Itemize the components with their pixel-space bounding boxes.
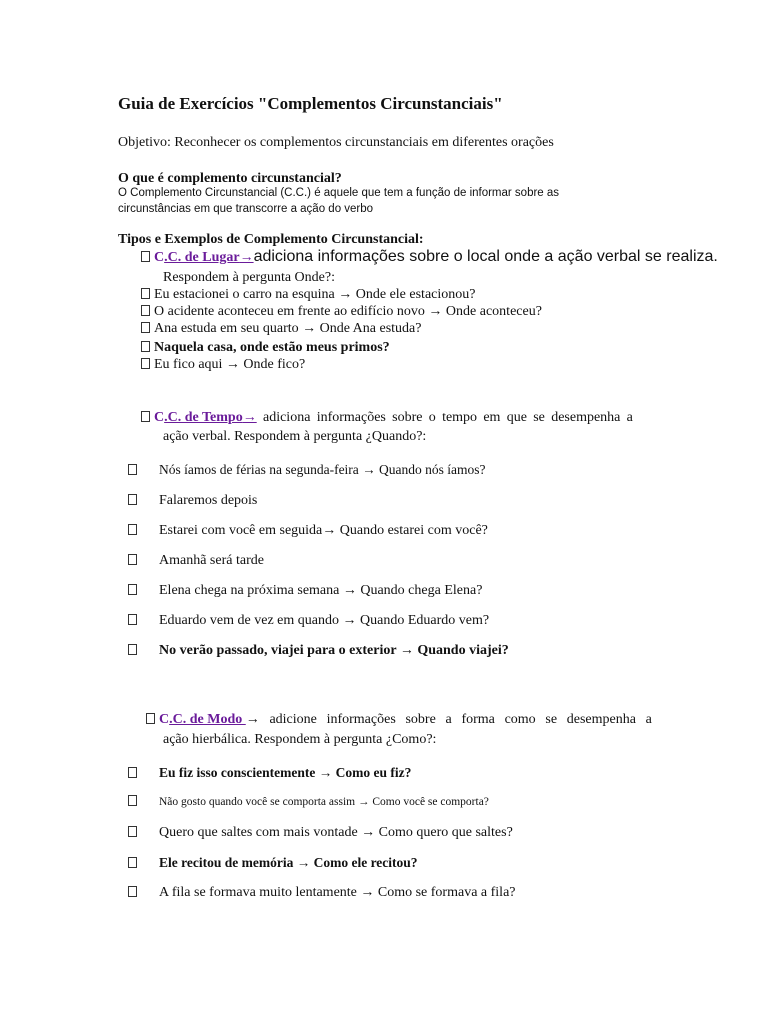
bullet-icon — [146, 713, 155, 724]
word: se — [545, 712, 558, 727]
bullet-icon — [141, 322, 150, 333]
bullet-icon — [141, 358, 150, 369]
word: adiciona — [262, 410, 311, 425]
word: informações — [326, 712, 396, 727]
definition-line-1: O Complemento Circunstancial (C.C.) é aquele que tem a função de informar sobre as — [118, 187, 560, 199]
word: o — [428, 410, 436, 425]
document-title: Guia de Exercícios "Complementos Circunstanciais" — [118, 94, 503, 113]
lugar-description: adiciona informações sobre o local onde a ação verbal se realiza. — [253, 248, 718, 265]
modo-header — [146, 712, 652, 728]
bullet-icon — [128, 554, 137, 565]
bullet-icon — [128, 886, 137, 897]
tempo-link[interactable]: .C. de Tempo — [164, 410, 243, 425]
bullet-icon — [128, 464, 137, 475]
modo-prefix: C — [159, 712, 170, 727]
lugar-prefix: C — [154, 250, 165, 265]
definition-line-2: circunstâncias em que transcorre a ação do verbo — [118, 203, 374, 215]
lugar-arrow: → — [239, 250, 254, 265]
list-item: Não gosto quando você se comporta assim → Como você se comporta? — [128, 795, 489, 808]
word: se — [533, 410, 545, 425]
list-item: Falaremos depois — [128, 493, 257, 509]
bullet-icon — [128, 494, 137, 505]
word: desempenha — [566, 712, 636, 727]
bullet-icon — [141, 411, 150, 422]
modo-link[interactable]: .C. de Modo — [169, 712, 246, 727]
objective-text: Objetivo: Reconhecer os complementos circunstanciais em diferentes orações — [118, 135, 554, 150]
list-item: Amanhã será tarde — [128, 553, 264, 569]
bullet-icon — [141, 305, 150, 316]
list-item: Eu estacionei o carro na esquina → Onde ele estacionou? — [141, 287, 475, 303]
list-item: Ele recitou de memória → Como ele recitou? — [128, 855, 418, 871]
list-item: Eduardo vem de vez em quando → Quando Eduardo vem? — [128, 613, 489, 629]
tempo-prefix: C — [154, 410, 165, 425]
list-item: Elena chega na próxima semana → Quando chega Elena? — [128, 583, 482, 599]
word: a — [445, 712, 452, 727]
bullet-icon — [141, 288, 150, 299]
bullet-icon — [128, 614, 137, 625]
bullet-icon — [128, 767, 137, 778]
modo-question-line: ação hierbálica. Respondem à pergunta ¿Como?: — [163, 732, 437, 747]
modo-arrow: → — [245, 712, 260, 727]
section-heading-types: Tipos e Exemplos de Complemento Circunstancial: — [118, 232, 424, 247]
word: em — [483, 410, 501, 425]
list-item: Eu fiz isso conscientemente → Como eu fiz? — [128, 765, 411, 781]
tempo-header — [141, 410, 633, 426]
bullet-icon — [128, 644, 137, 655]
lugar-link[interactable]: .C. de Lugar — [164, 250, 240, 265]
bullet-icon — [128, 584, 137, 595]
list-item: Ana estuda em seu quarto → Onde Ana estuda? — [141, 321, 421, 337]
word: a — [626, 410, 633, 425]
bullet-icon — [141, 341, 150, 352]
word: forma — [461, 712, 495, 727]
tempo-question-line: ação verbal. Respondem à pergunta ¿Quando?: — [163, 429, 427, 444]
word: sobre — [392, 410, 423, 425]
word: adicione — [269, 712, 317, 727]
list-item: O acidente aconteceu em frente ao edifício novo → Onde aconteceu? — [141, 304, 542, 320]
word: informações — [316, 410, 386, 425]
list-item: Quero que saltes com mais vontade → Como quero que saltes? — [128, 825, 513, 841]
word: desempenha — [551, 410, 621, 425]
list-item: Naquela casa, onde estão meus primos? — [141, 340, 390, 356]
word: a — [645, 712, 652, 727]
tempo-arrow: → — [242, 410, 257, 425]
list-item: Nós íamos de férias na segunda-feira → Quando nós íamos? — [128, 462, 486, 478]
list-item: A fila se formava muito lentamente → Como se formava a fila? — [128, 885, 516, 901]
section-heading-what: O que é complemento circunstancial? — [118, 171, 342, 186]
word: tempo — [442, 410, 478, 425]
word: como — [504, 712, 536, 727]
list-item: Estarei com você em seguida→ Quando estarei com você? — [128, 523, 488, 539]
word: que — [506, 410, 527, 425]
word: sobre — [405, 712, 436, 727]
bullet-icon — [141, 251, 150, 262]
lugar-question-line: Respondem à pergunta Onde?: — [163, 270, 335, 285]
list-item: Eu fico aqui → Onde fico? — [141, 357, 305, 373]
bullet-icon — [128, 826, 137, 837]
bullet-icon — [128, 795, 137, 806]
bullet-icon — [128, 524, 137, 535]
bullet-icon — [128, 857, 137, 868]
list-item: No verão passado, viajei para o exterior → Quando viajei? — [128, 643, 509, 659]
lugar-header — [141, 248, 718, 266]
